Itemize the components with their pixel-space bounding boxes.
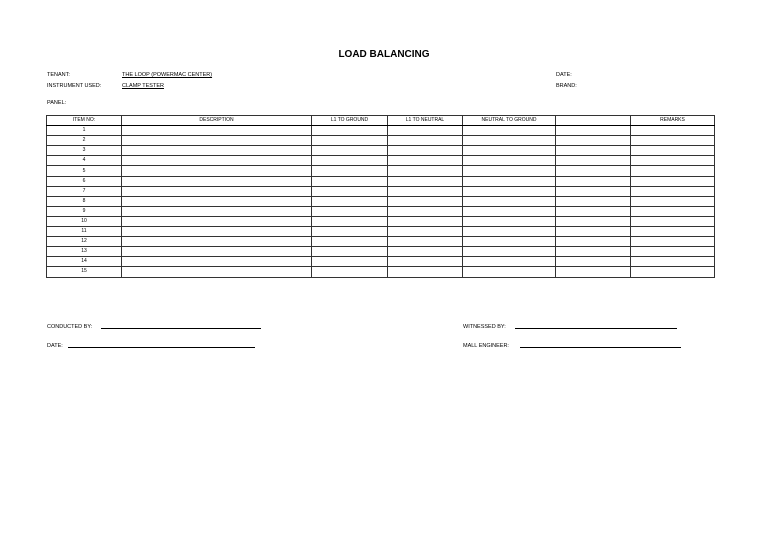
table-cell[interactable] xyxy=(631,206,715,216)
item-number: 2 xyxy=(47,136,122,146)
table-cell[interactable] xyxy=(631,166,715,176)
table-cell[interactable] xyxy=(122,126,312,136)
table-cell[interactable] xyxy=(556,267,631,277)
table-cell[interactable] xyxy=(463,166,556,176)
table-cell[interactable] xyxy=(463,156,556,166)
table-cell[interactable] xyxy=(388,206,463,216)
table-row xyxy=(47,257,715,267)
item-number: 13 xyxy=(47,247,122,257)
table-cell[interactable] xyxy=(312,206,388,216)
table-cell[interactable] xyxy=(631,247,715,257)
item-number: 8 xyxy=(47,196,122,206)
table-cell[interactable] xyxy=(463,146,556,156)
table-cell[interactable] xyxy=(388,156,463,166)
table-cell[interactable] xyxy=(388,126,463,136)
table-cell[interactable] xyxy=(631,186,715,196)
table-cell[interactable] xyxy=(463,196,556,206)
table-cell[interactable] xyxy=(312,267,388,277)
instrument-label: INSTRUMENT USED: xyxy=(47,83,102,89)
table-cell[interactable] xyxy=(312,166,388,176)
mall-engineer-line[interactable] xyxy=(520,347,681,348)
table-cell[interactable] xyxy=(122,166,312,176)
column-header: L1 TO GROUND xyxy=(312,116,388,126)
column-header: DESCRIPTION xyxy=(122,116,312,126)
table-row xyxy=(47,166,715,176)
item-number: 6 xyxy=(47,176,122,186)
table-cell[interactable] xyxy=(556,136,631,146)
item-number: 5 xyxy=(47,166,122,176)
load-table xyxy=(46,115,715,278)
item-number: 7 xyxy=(47,186,122,196)
table-cell[interactable] xyxy=(312,227,388,237)
table-cell[interactable] xyxy=(631,267,715,277)
item-number: 11 xyxy=(47,227,122,237)
table-cell[interactable] xyxy=(312,146,388,156)
table-cell[interactable] xyxy=(556,206,631,216)
table-cell[interactable] xyxy=(556,146,631,156)
table-row xyxy=(47,156,715,166)
table-cell[interactable] xyxy=(122,216,312,226)
table-cell[interactable] xyxy=(556,126,631,136)
table-cell[interactable] xyxy=(388,166,463,176)
table-cell[interactable] xyxy=(388,227,463,237)
table-row xyxy=(47,186,715,196)
table-cell[interactable] xyxy=(631,136,715,146)
table-cell[interactable] xyxy=(631,196,715,206)
column-header: REMARKS xyxy=(631,116,715,126)
witnessed-by-label: WITNESSED BY: xyxy=(463,324,506,330)
table-cell[interactable] xyxy=(312,156,388,166)
table-cell[interactable] xyxy=(388,186,463,196)
table-cell[interactable] xyxy=(388,136,463,146)
table-cell[interactable] xyxy=(556,216,631,226)
conducted-by-line[interactable] xyxy=(101,328,261,329)
table-cell[interactable] xyxy=(122,237,312,247)
panel-label: PANEL: xyxy=(47,100,67,106)
table-cell[interactable] xyxy=(463,247,556,257)
table-cell[interactable] xyxy=(312,186,388,196)
table-cell[interactable] xyxy=(122,146,312,156)
table-row xyxy=(47,146,715,156)
table-header-row xyxy=(47,116,715,126)
table-row xyxy=(47,216,715,226)
table-cell[interactable] xyxy=(631,146,715,156)
table-row xyxy=(47,206,715,216)
column-header xyxy=(556,116,631,126)
item-number: 12 xyxy=(47,237,122,247)
table-row xyxy=(47,237,715,247)
column-header: L1 TO NEUTRAL xyxy=(388,116,463,126)
table-cell[interactable] xyxy=(122,186,312,196)
table-cell[interactable] xyxy=(463,136,556,146)
table-cell[interactable] xyxy=(122,227,312,237)
conducted-by-label: CONDUCTED BY: xyxy=(47,324,93,330)
table-cell[interactable] xyxy=(556,176,631,186)
table-cell[interactable] xyxy=(388,176,463,186)
table-cell[interactable] xyxy=(122,176,312,186)
instrument-value: CLAMP TESTER xyxy=(122,83,164,89)
witnessed-by-line[interactable] xyxy=(515,328,677,329)
table-cell[interactable] xyxy=(312,216,388,226)
item-number: 14 xyxy=(47,257,122,267)
table-cell[interactable] xyxy=(556,196,631,206)
table-cell[interactable] xyxy=(631,156,715,166)
table-cell[interactable] xyxy=(122,136,312,146)
document-title: LOAD BALANCING xyxy=(338,49,430,60)
table-cell[interactable] xyxy=(556,257,631,267)
table-cell[interactable] xyxy=(463,186,556,196)
table-cell[interactable] xyxy=(463,216,556,226)
table-cell[interactable] xyxy=(122,267,312,277)
table-cell[interactable] xyxy=(388,257,463,267)
sign-date-line[interactable] xyxy=(68,347,255,348)
table-row xyxy=(47,196,715,206)
table-cell[interactable] xyxy=(556,227,631,237)
table-row xyxy=(47,227,715,237)
table-cell[interactable] xyxy=(463,176,556,186)
table-row xyxy=(47,267,715,277)
table-cell[interactable] xyxy=(312,176,388,186)
table-cell[interactable] xyxy=(312,196,388,206)
item-number: 9 xyxy=(47,206,122,216)
table-cell[interactable] xyxy=(463,126,556,136)
table-cell[interactable] xyxy=(312,237,388,247)
item-number: 15 xyxy=(47,267,122,277)
table-cell[interactable] xyxy=(122,156,312,166)
table-cell[interactable] xyxy=(122,206,312,216)
table-cell[interactable] xyxy=(463,257,556,267)
table-cell[interactable] xyxy=(312,257,388,267)
table-row xyxy=(47,126,715,136)
table-cell[interactable] xyxy=(312,126,388,136)
mall-engineer-label: MALL ENGINEER: xyxy=(463,343,509,349)
column-header: NEUTRAL TO GROUND xyxy=(463,116,556,126)
table-cell[interactable] xyxy=(388,267,463,277)
table-cell[interactable] xyxy=(122,257,312,267)
item-number: 4 xyxy=(47,156,122,166)
table-cell[interactable] xyxy=(631,237,715,247)
table-cell[interactable] xyxy=(631,126,715,136)
table-cell[interactable] xyxy=(463,227,556,237)
table-cell[interactable] xyxy=(631,227,715,237)
table-cell[interactable] xyxy=(556,156,631,166)
table-cell[interactable] xyxy=(388,237,463,247)
table-cell[interactable] xyxy=(556,247,631,257)
table-cell[interactable] xyxy=(463,206,556,216)
table-row xyxy=(47,247,715,257)
table-cell[interactable] xyxy=(463,267,556,277)
table-row xyxy=(47,176,715,186)
table-cell[interactable] xyxy=(631,216,715,226)
brand-label: BRAND: xyxy=(556,83,577,89)
item-number: 3 xyxy=(47,146,122,156)
table-cell[interactable] xyxy=(388,146,463,156)
table-cell[interactable] xyxy=(631,176,715,186)
table-cell[interactable] xyxy=(122,196,312,206)
tenant-label: TENANT: xyxy=(47,72,70,78)
table-cell[interactable] xyxy=(556,237,631,247)
column-header: ITEM NO: xyxy=(47,116,122,126)
table-cell[interactable] xyxy=(388,247,463,257)
table-cell[interactable] xyxy=(312,136,388,146)
item-number: 10 xyxy=(47,216,122,226)
table-cell[interactable] xyxy=(631,257,715,267)
table-cell[interactable] xyxy=(312,247,388,257)
table-row xyxy=(47,136,715,146)
tenant-value: THE LOOP (POWERMAC CENTER) xyxy=(122,72,213,78)
table-cell[interactable] xyxy=(463,237,556,247)
table-cell[interactable] xyxy=(388,216,463,226)
date-label: DATE: xyxy=(556,72,572,78)
table-cell[interactable] xyxy=(556,166,631,176)
table-cell[interactable] xyxy=(122,247,312,257)
table-cell[interactable] xyxy=(556,186,631,196)
table-cell[interactable] xyxy=(388,196,463,206)
sign-date-label: DATE: xyxy=(47,343,63,349)
item-number: 1 xyxy=(47,126,122,136)
